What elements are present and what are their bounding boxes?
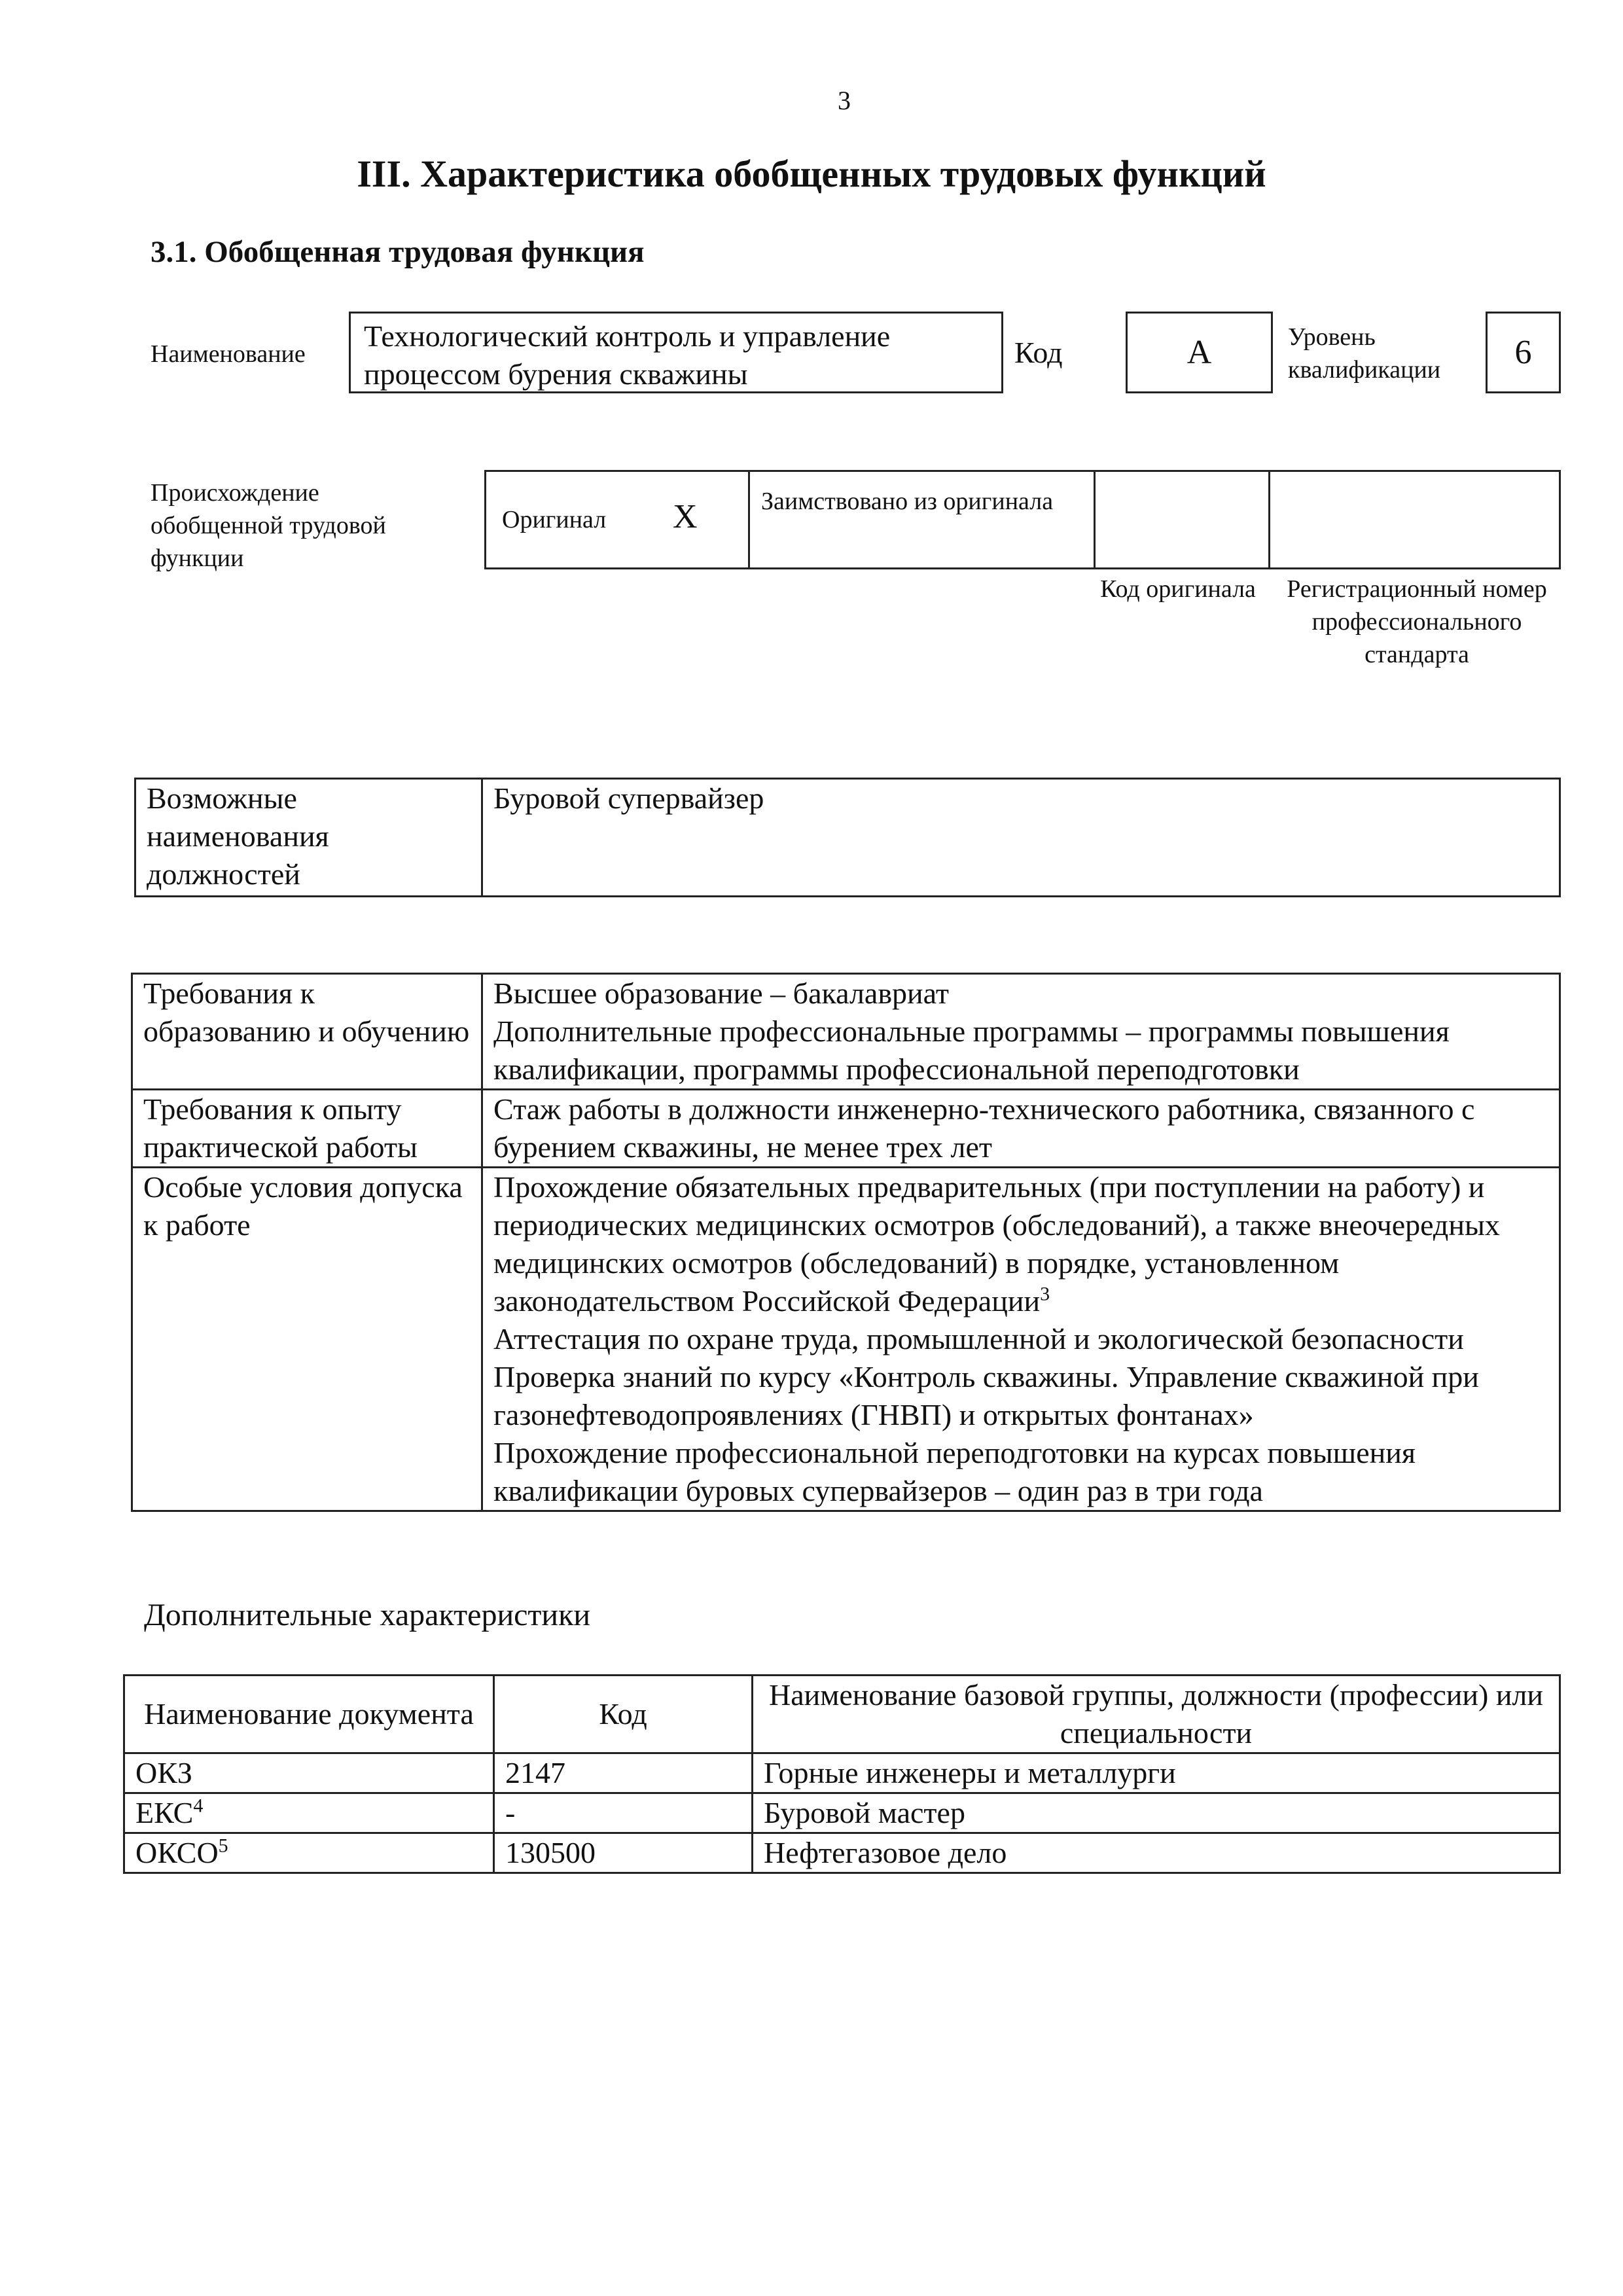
positions-table [134, 778, 1561, 897]
level-value: 6 [1514, 333, 1532, 371]
req-education-value [482, 974, 1560, 1090]
extra-doc: ОКЗ [135, 1756, 192, 1789]
original-label: Оригинал [502, 506, 607, 533]
extra-table [123, 1674, 1561, 1874]
extra-doc-footnote: 5 [218, 1835, 228, 1857]
level-box [1486, 312, 1561, 393]
section-title: III. Характеристика обобщенных трудовых функций [357, 152, 1266, 195]
function-name-value: Технологический контроль и управление процессом бурения скважины [364, 319, 891, 391]
subsection-title: 3.1. Обобщенная трудовая функция [151, 235, 645, 269]
req-experience-label: Требования к опыту практической работы [132, 1090, 482, 1168]
extra-code: 130500 [494, 1833, 753, 1873]
origin-label: Происхождение обобщенной трудовой функции [151, 479, 386, 572]
original-mark: X [673, 498, 698, 535]
req-education-line: Дополнительные профессиональные программы – программы повышения квалификации, программы профессиональной переподготовки [493, 1014, 1450, 1086]
code-box [1126, 312, 1273, 393]
req-conditions-line: Прохождение профессиональной переподготовки на курсах повышения квалификации буровых супервайзеров – один раз в три года [493, 1436, 1416, 1507]
req-conditions-line: Проверка знаний по курсу «Контроль скважины. Управление скважиной при газонефтеводопроявлениях (ГНВП) и открытых фонтанах» [493, 1360, 1479, 1431]
positions-value: Буровой супервайзер [482, 779, 1560, 897]
code-label: Код [1014, 336, 1063, 369]
requirements-table [131, 973, 1561, 1512]
extra-rows [124, 1753, 1560, 1873]
req-education-line: Высшее образование – бакалавриат [493, 977, 949, 1010]
extra-code: 2147 [494, 1753, 753, 1793]
table-row [124, 1753, 1560, 1793]
name-label: Наименование [151, 340, 306, 368]
extra-doc-cell [124, 1833, 494, 1873]
extra-doc: ОКСО [135, 1836, 219, 1869]
req-conditions-label: Особые условия допуска к работе [132, 1168, 482, 1511]
extra-header-name: Наименование базовой группы, должности (профессии) или специальности [753, 1676, 1560, 1753]
level-label: Уровень квалификации [1288, 323, 1441, 384]
req-conditions-value [482, 1168, 1560, 1511]
req-conditions-line [493, 1168, 1548, 1320]
extra-doc-cell [124, 1753, 494, 1793]
req-experience-value [482, 1090, 1560, 1168]
positions-label: Возможные наименования должностей [135, 779, 482, 897]
req-conditions-text: Прохождение обязательных предварительных (при поступлении на работу) и периодических медицинских осмотров (обследований), а также внеочередных медицинских осмотров (обследований) в порядке, установленном законодательством Российской Федерации [493, 1170, 1500, 1318]
code-original-caption: Код оригинала [1100, 575, 1256, 603]
req-education-label: Требования к образованию и обучению [132, 974, 482, 1090]
reg-number-caption: Регистрационный номер профессионального стандарта [1287, 575, 1547, 668]
extra-doc-cell [124, 1793, 494, 1833]
page-number: 3 [838, 86, 851, 115]
extra-header-code: Код [494, 1676, 753, 1753]
req-experience-line: Стаж работы в должности инженерно-технического работника, связанного с бурением скважины, не менее трех лет [493, 1092, 1475, 1164]
extra-code: - [494, 1793, 753, 1833]
origin-box [484, 470, 1561, 569]
table-row [124, 1793, 1560, 1833]
footnote-mark: 3 [1040, 1283, 1050, 1305]
extra-title: Дополнительные характеристики [144, 1598, 591, 1632]
function-name-box [349, 312, 1003, 393]
extra-doc-footnote: 4 [193, 1795, 204, 1817]
code-value: А [1186, 333, 1212, 371]
extra-name: Буровой мастер [753, 1793, 1560, 1833]
table-row [124, 1833, 1560, 1873]
req-conditions-line: Аттестация по охране труда, промышленной и экологической безопасности [493, 1322, 1464, 1355]
extra-name: Нефтегазовое дело [753, 1833, 1560, 1873]
extra-name: Горные инженеры и металлурги [753, 1753, 1560, 1793]
extra-doc: ЕКС [135, 1796, 194, 1829]
borrowed-label: Заимствовано из оригинала [761, 488, 1054, 515]
extra-header-doc: Наименование документа [124, 1676, 494, 1753]
